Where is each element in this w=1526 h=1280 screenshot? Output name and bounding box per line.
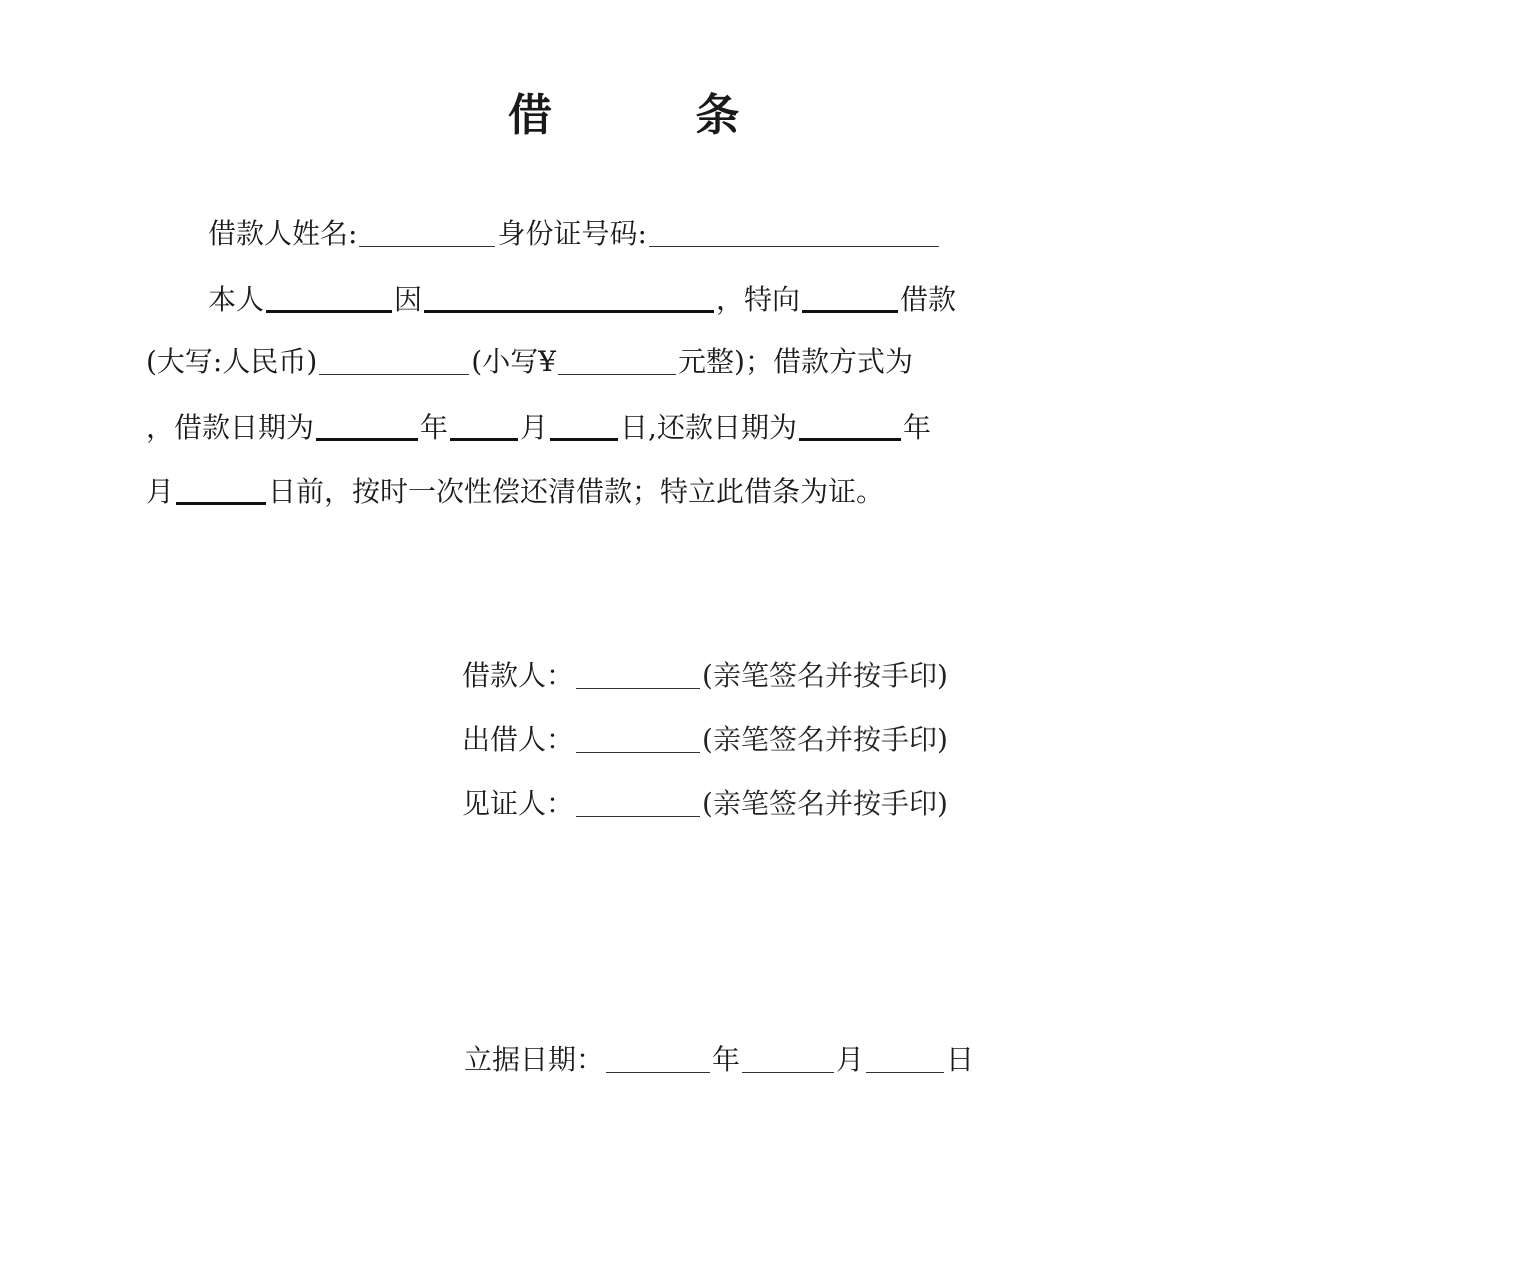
- month-label: 月: [836, 1043, 865, 1076]
- borrower-name-label: 借款人姓名:: [208, 217, 358, 250]
- borrower-name-blank[interactable]: [359, 218, 495, 247]
- lender-signature-label: 出借人：: [462, 723, 575, 756]
- lender-signature-line: [462, 720, 948, 760]
- issue-date-line: [464, 1040, 974, 1080]
- text-segment: 借款: [900, 283, 957, 316]
- borrower-info-line: [146, 214, 978, 254]
- signature-note: (亲笔签名并按手印): [702, 723, 948, 756]
- text-segment: 日,还款日期为: [620, 411, 797, 444]
- issue-year-blank[interactable]: [606, 1044, 710, 1073]
- loan-month-blank[interactable]: [450, 410, 518, 441]
- text-segment: ，特向: [716, 283, 801, 316]
- loan-statement-line-4: [146, 470, 978, 510]
- text-segment: 因: [394, 283, 423, 316]
- text-segment: 本人: [208, 283, 265, 316]
- reason-blank[interactable]: [424, 282, 714, 313]
- text-segment: 日前，按时一次性偿还清借款；特立此借条为证。: [268, 475, 885, 508]
- amount-uppercase-blank[interactable]: [319, 346, 469, 375]
- text-segment: 年: [420, 411, 449, 444]
- signature-note: (亲笔签名并按手印): [702, 787, 948, 820]
- text-segment: 月: [146, 475, 175, 508]
- issue-day-blank[interactable]: [866, 1044, 944, 1073]
- text-segment: (小写¥: [471, 345, 557, 378]
- signature-note: (亲笔签名并按手印): [702, 659, 948, 692]
- document-title: 借 条: [508, 90, 804, 141]
- borrower-self-blank[interactable]: [266, 282, 392, 313]
- repay-day-blank[interactable]: [176, 474, 266, 505]
- witness-signature-label: 见证人：: [462, 787, 575, 820]
- issue-date-label: 立据日期：: [464, 1043, 605, 1076]
- text-segment: 元整)；借款方式为: [678, 345, 913, 378]
- witness-signature-blank[interactable]: [576, 788, 700, 817]
- borrower-signature-line: [462, 656, 948, 696]
- borrower-signature-label: 借款人：: [462, 659, 575, 692]
- id-number-blank[interactable]: [649, 218, 939, 247]
- amount-lowercase-blank[interactable]: [558, 346, 676, 375]
- lender-signature-blank[interactable]: [576, 724, 700, 753]
- loan-year-blank[interactable]: [316, 410, 418, 441]
- borrower-signature-blank[interactable]: [576, 660, 700, 689]
- text-segment: (大写:人民币): [146, 345, 318, 378]
- repay-year-blank[interactable]: [799, 410, 901, 441]
- year-label: 年: [712, 1043, 741, 1076]
- text-segment: ，借款日期为: [146, 411, 315, 444]
- lender-blank[interactable]: [802, 282, 898, 313]
- text-segment: 年: [902, 411, 931, 444]
- loan-statement-line-2: [146, 342, 978, 382]
- loan-statement-line-3: [146, 406, 978, 446]
- issue-month-blank[interactable]: [742, 1044, 834, 1073]
- witness-signature-line: [462, 784, 948, 824]
- id-number-label: 身份证号码:: [497, 217, 647, 250]
- text-segment: 月: [520, 411, 549, 444]
- day-label: 日: [946, 1043, 975, 1076]
- loan-day-blank[interactable]: [550, 410, 618, 441]
- loan-statement-line-1: [146, 278, 978, 318]
